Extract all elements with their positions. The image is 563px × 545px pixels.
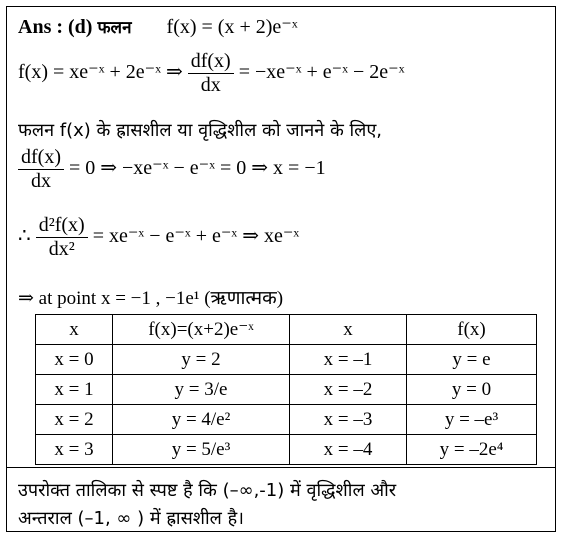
answer-heading: [18, 14, 298, 39]
second-derivative-fraction: [36, 214, 88, 261]
critical-point-line: [18, 146, 326, 193]
table-header-cell: f(x)=(x+2)e⁻ˣ: [113, 315, 290, 345]
table-cell: y = 4/e²: [113, 405, 290, 435]
second-derivative-rhs: = xe⁻ˣ − e⁻ˣ + e⁻ˣ ⇒ xe⁻ˣ: [92, 225, 300, 248]
fraction-denominator: dx: [200, 74, 221, 96]
table-cell: y = e: [407, 345, 537, 375]
fraction-denominator: dx: [30, 170, 51, 192]
table-header-cell: x: [290, 315, 407, 345]
fraction-denominator: dx²: [48, 238, 75, 260]
critical-fraction: [18, 146, 64, 193]
derivative-rhs: = −xe⁻ˣ + e⁻ˣ − 2e⁻ˣ: [238, 61, 405, 84]
fraction-numerator: d²f(x): [36, 214, 88, 238]
fraction-numerator: df(x): [18, 146, 64, 170]
table-cell: x = 0: [36, 345, 113, 375]
table-cell: x = –3: [290, 405, 407, 435]
at-point-line: ⇒ at point x = −1 , −1e¹ (ऋणात्मक): [18, 288, 284, 309]
hindi-statement: फलन f(x) के ह्रासशील या वृद्धिशील को जानने के लिए,: [18, 120, 383, 141]
table-cell: y = 2: [113, 345, 290, 375]
table-row: [36, 405, 537, 435]
table-row: [36, 435, 537, 465]
critical-rhs: = 0 ⇒ −xe⁻ˣ − e⁻ˣ = 0 ⇒ x = −1: [68, 157, 326, 180]
derivative-lhs: f(x) = xe⁻ˣ + 2e⁻ˣ ⇒: [18, 61, 183, 84]
table-header-row: [36, 315, 537, 345]
conclusion-line-2: अन्तराल (–1, ∞ ) में ह्रासशील है।: [18, 508, 244, 529]
table-cell: x = –1: [290, 345, 407, 375]
second-derivative-line: [18, 214, 299, 261]
table-row: [36, 345, 537, 375]
table-cell: y = 3/e: [113, 375, 290, 405]
table-cell: y = –e³: [407, 405, 537, 435]
table-header-cell: x: [36, 315, 113, 345]
table-cell: x = 3: [36, 435, 113, 465]
table-row: [36, 375, 537, 405]
table-header-cell: f(x): [407, 315, 537, 345]
derivative-line: [18, 50, 404, 97]
table-cell: x = –2: [290, 375, 407, 405]
section-divider: [6, 467, 556, 468]
answer-label: Ans : (d): [18, 16, 93, 38]
therefore-symbol: ∴: [18, 225, 31, 248]
table-cell: x = 2: [36, 405, 113, 435]
derivative-fraction: [188, 50, 234, 97]
fraction-numerator: df(x): [188, 50, 234, 74]
table-cell: x = –4: [290, 435, 407, 465]
conclusion-line-1: उपरोक्त तालिका से स्पष्ट है कि (–∞,-1) में वृद्धिशील और: [18, 480, 397, 501]
table-cell: x = 1: [36, 375, 113, 405]
function-word: फलन: [97, 18, 132, 38]
values-table: [35, 314, 537, 465]
function-definition: f(x) = (x + 2)e⁻ˣ: [166, 16, 298, 38]
table-cell: y = –2e⁴: [407, 435, 537, 465]
table-cell: y = 5/e³: [113, 435, 290, 465]
table-cell: y = 0: [407, 375, 537, 405]
